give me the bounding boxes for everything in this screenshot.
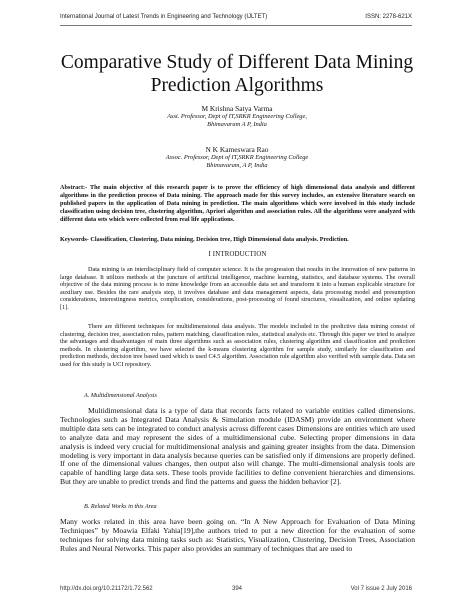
author-location: Bhimavaram A P, India (207, 121, 267, 129)
footer-volume: Vol 7 issue 2 July 2016 (350, 586, 412, 592)
author-block-1 (60, 104, 414, 130)
author-name: M Krishna Satya Varma (201, 104, 273, 113)
footer-page-number: 394 (232, 586, 243, 592)
intro-paragraph-1: Data mining is an interdisciplinary field of computer science. It is the progression that results in the innovation of new patterns in large database. It utilizes methods at the juncture of artificial intelligence, machine learning, statistics, and database systems. The overall objective of the data mining process is to mine knowledge from an accessible data set and transform it into a human explicable structure for auxiliary use. Besides the rare analysis step, it involves database and data management aspects, data processing model and presumption considerations, interestingness metrics, complication, considerations, post-processing of found structures, visualization, and online updating [1]. (60, 266, 415, 311)
abstract: Abstract:- The main objective of this research paper is to prove the efficiency of high dimensional data analysis and different algorithms in the prediction process of Data mining. The approach made for this survey includes, an extensive literature search on published papers in the application of Data mining in prediction. The main algorithms which were involved in this study include classification using decision tree, clustering algorithm, Apriori algorithm and association rules. All the algorithms were analyzed with different data sets which were collected from real life applications. (60, 184, 415, 223)
title-line-2: Prediction Algorithms (150, 75, 324, 96)
header-rule (60, 25, 412, 26)
subsection-heading-a: A. Multidimensional Analysis (84, 392, 157, 399)
keywords: Keywords- Classification, Clustering, Data mining, Decision tree, High Dimensional data analysis. Prediction. (60, 236, 349, 243)
section-b-paragraph (60, 518, 415, 554)
intro-paragraph-2: There are different techniques for multidimensional data analysis. The models included in the predictive data mining consist of clustering, decision tree, association rules, pattern matching, classification rules, statistical analysis etc. Through this paper we tried to analyze the advantages and disadvantages of main three algorithms such as association rules, clustering algorithm and classification and prediction methods. In clustering algorithm, we have selected the k-means clustering algorithm for sample study, similarly for classification and prediction methods, decision tree based used which is used C4.5 algorithm. Association rule algorithm also verified with sample data. Data set used for this study is UCI repository. (60, 323, 415, 368)
author-location: Bhimavaram, A P, India (206, 162, 268, 170)
footer-doi: http://dx.doi.org/10.21172/1.72.562 (60, 586, 153, 592)
title-line-1: Comparative Study of Different Data Mining (60, 52, 414, 73)
journal-name: International Journal of Latest Trends in Engineering and Technology (IJLTET) (60, 14, 268, 20)
section-heading-introduction: I INTRODUCTION (208, 251, 267, 258)
paper-title (40, 51, 434, 97)
author-affiliation: Assoc. Professor, Dept of IT,SRKR Engineering College (165, 154, 309, 162)
author-name: N K Kameswara Rao (205, 145, 269, 154)
author-affiliation: Asst. Professor, Dept of IT,SRKR Engineering College, (167, 113, 307, 121)
section-a-text: Multidimensional data is a type of data that records facts related to variable entities called dimensions. Technologies such as Integrated Data Analysis & Simulation module (IDASM) provide an environment where multiple data sets can be integrated to conduct analysis across different cases Dimensions are entities which are used to analyze data and may represent the sides of a multidimensional cube. Selecting proper dimensions in data analysis is indeed very crucial for multidimensional analysis and gaining greater insights from the data. Dimension modeling is very important in data analysis because queries can be satisfied only if dimensions are properly defined. If one of the dimensional values changes, then output also will change. The multi-dimensional analysis tools are capable of handling large data sets. These tools provide facilities to define convenient hierarchies and dimensions. But they are unable to predict trends and find the patterns and guess the hidden behavior [2]. (60, 406, 415, 487)
issn: ISSN: 2278-621X (365, 14, 412, 20)
subsection-heading-b: B. Related Works in this Area (84, 503, 157, 510)
section-a-paragraph (60, 407, 415, 487)
author-block-2 (60, 145, 414, 171)
section-b-text: Many works related in this area have been going on. “In A New Approach for Evaluation of Data Mining Techniques” by Moawia Elfaki Yahia[19],the authors tried to put a new direction for the evaluation of some techniques for solving data mining tasks such as: Statistics, Visualization, Clustering, Decision Trees, Association Rules and Neural Networks. This paper also provides an summary of techniques that are used to (60, 517, 415, 553)
